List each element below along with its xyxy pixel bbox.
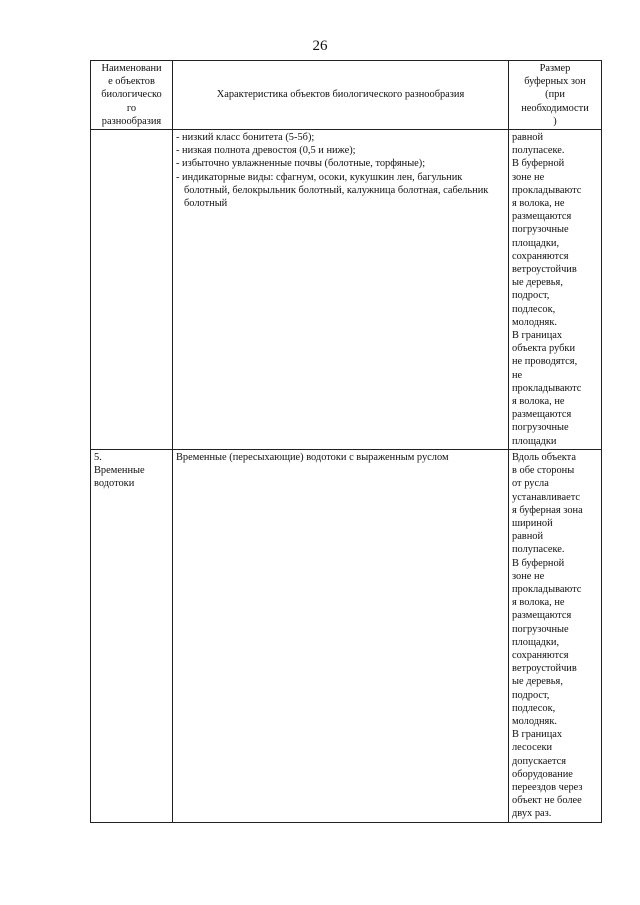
- text-line: Временные: [94, 465, 145, 477]
- text-line: прокладываютс: [512, 583, 582, 595]
- text-line: площадки,: [512, 636, 560, 648]
- text-line: сохраняются: [512, 649, 569, 661]
- list-item: - низкая полнота древостоя (0,5 и ниже);: [176, 145, 356, 157]
- text-line: погрузочные: [512, 623, 569, 635]
- text-line: зоне не: [512, 570, 545, 582]
- header-col3-line: (при: [545, 89, 565, 101]
- text-line: я волока, не: [512, 396, 565, 408]
- biodiversity-table: [90, 60, 602, 823]
- text-line: равной: [512, 132, 544, 144]
- text-line: я волока, не: [512, 198, 565, 210]
- text-line: шириной: [512, 517, 553, 529]
- text-line: двух раз.: [512, 808, 552, 820]
- text-line: зоне не: [512, 171, 545, 183]
- text-line: я буферная зона: [512, 504, 583, 516]
- cell-object-name: [91, 449, 173, 822]
- header-col3-line: буферных зон: [524, 76, 586, 88]
- header-col3-line: ): [553, 115, 557, 127]
- text-line: погрузочные: [512, 422, 569, 434]
- header-col1-line: е объектов: [108, 76, 155, 88]
- cell-characteristics: Временные (пересыхающие) водотоки с выраженным руслом: [173, 449, 509, 822]
- text-line: подлесок,: [512, 702, 556, 714]
- text-line: от русла: [512, 478, 549, 490]
- text-line: подрост,: [512, 689, 550, 701]
- cell-buffer-size: [509, 130, 602, 450]
- text-line: молодняк.: [512, 316, 557, 328]
- text-line: подлесок,: [512, 303, 556, 315]
- text-line: объект не более: [512, 795, 582, 807]
- text-line: размещаются: [512, 610, 572, 622]
- text-line: не проводятся,: [512, 356, 578, 368]
- text-line: сохраняются: [512, 250, 569, 262]
- text-line: прокладываютс: [512, 184, 582, 196]
- text-line: прокладываютс: [512, 382, 582, 394]
- list-item: - индикаторные виды: сфагнум, осоки, кукушкин лен, багульник болотный, белокрыльник болотный, калужница болотная, сабельник болотный: [176, 171, 489, 210]
- cell-characteristics: [173, 130, 509, 450]
- text-line: В границах: [512, 330, 563, 342]
- header-col1-line: го: [126, 102, 137, 114]
- text-line: площадки: [512, 435, 557, 447]
- text-line: я волока, не: [512, 597, 565, 609]
- text-line: устанавливаетс: [512, 491, 581, 503]
- header-col3-line: Размер: [539, 63, 571, 74]
- text-line: полупасеке.: [512, 145, 565, 157]
- list-item: - низкий класс бонитета (5-5б);: [176, 132, 315, 144]
- text-line: лесосеки: [512, 742, 553, 754]
- header-col1-line: биологическо: [101, 89, 162, 101]
- list-item: - избыточно увлажненные почвы (болотные, торфяные);: [176, 158, 426, 170]
- text-line: погрузочные: [512, 224, 569, 236]
- text-line: в обе стороны: [512, 465, 575, 477]
- header-col1-line: Наименовани: [101, 63, 162, 74]
- text-line: объекта рубки: [512, 343, 576, 355]
- text-line: водотоки: [94, 478, 135, 490]
- header-col3-line: необходимости: [521, 102, 589, 114]
- text-line: Вдоль объекта: [512, 451, 576, 463]
- text-line: В границах: [512, 729, 563, 741]
- text-line: 5.: [94, 451, 102, 463]
- text-line: ветроустойчив: [512, 663, 577, 675]
- text-line: ые деревья,: [512, 676, 563, 688]
- text-line: размещаются: [512, 211, 572, 223]
- text-line: переездов через: [512, 781, 583, 793]
- text-line: размещаются: [512, 409, 572, 421]
- table-header-row: [91, 61, 602, 130]
- text-line: не: [512, 369, 523, 381]
- text-line: молодняк.: [512, 715, 557, 727]
- cell-buffer-size: [509, 449, 602, 822]
- header-col1-line: разнообразия: [101, 115, 162, 127]
- header-col-object-name: [91, 61, 173, 130]
- table-row: [91, 130, 602, 450]
- text-line: В буферной: [512, 557, 565, 569]
- text-line: ветроустойчив: [512, 264, 577, 276]
- page-number: 26: [312, 38, 328, 54]
- text-line: В буферной: [512, 158, 565, 170]
- cell-object-name: [91, 130, 173, 450]
- text-line: ые деревья,: [512, 277, 563, 289]
- text-line: площадки,: [512, 237, 560, 249]
- text-line: допускается: [512, 755, 567, 767]
- text-line: полупасеке.: [512, 544, 565, 556]
- text-line: подрост,: [512, 290, 550, 302]
- text-line: равной: [512, 531, 544, 543]
- header-col-buffer-size: [509, 61, 602, 130]
- text-line: оборудование: [512, 768, 573, 780]
- header-col-characteristics: Характеристика объектов биологического разнообразия: [173, 61, 509, 130]
- table-row: [91, 449, 602, 822]
